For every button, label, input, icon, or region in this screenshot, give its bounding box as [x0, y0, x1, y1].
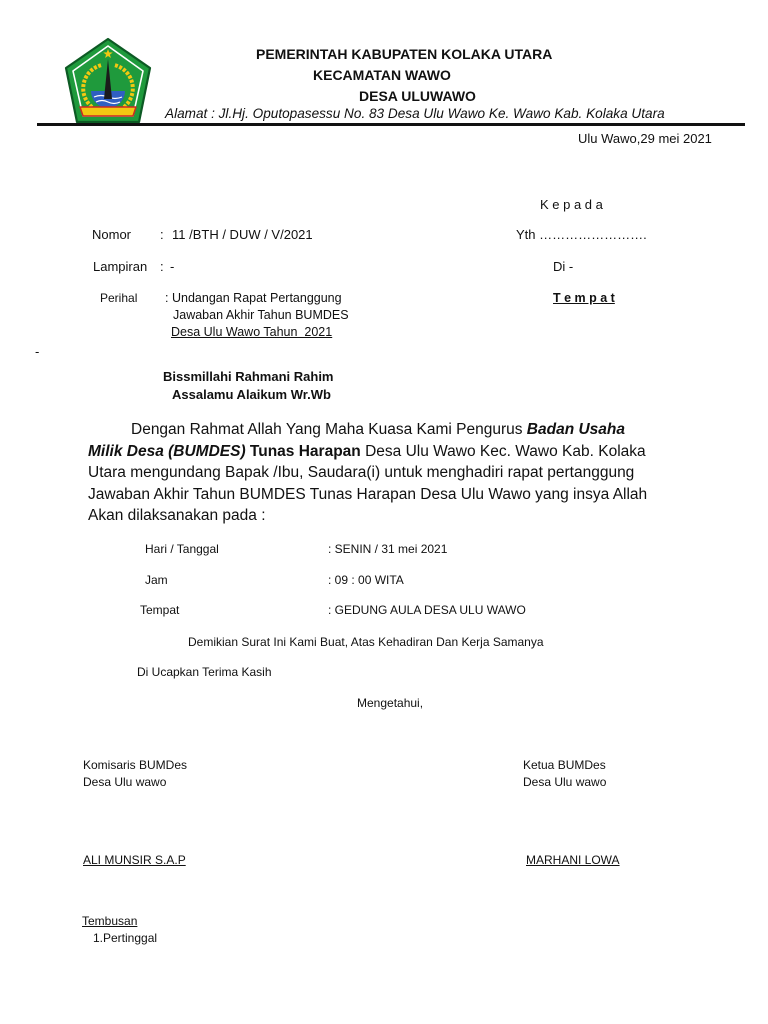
recipient-place: T e m p a t: [553, 291, 615, 305]
reference-lampiran-label: Lampiran: [93, 259, 148, 274]
closing-thanks: Di Ucapkan Terima Kasih: [137, 665, 272, 679]
event-value-time: : 09 : 00 WITA: [328, 573, 404, 587]
body-segment: Utara mengundang Bapak /Ibu, Saudara(i) untuk menghadiri rapat pertanggung: [88, 464, 635, 481]
signatory-right-name: MARHANI LOWA: [526, 853, 620, 867]
perihal-line: Jawaban Akhir Tahun BUMDES: [173, 308, 349, 322]
recipient-heading: K e p a d a: [540, 197, 603, 212]
body-segment-bold: Tunas Harapan: [245, 442, 361, 460]
event-label-time: Jam: [145, 573, 168, 587]
closing-statement: Demikian Surat Ini Kami Buat, Atas Kehadiran Dan Kerja Samanya: [188, 635, 544, 649]
salam: Assalamu Alaikum Wr.Wb: [172, 387, 331, 402]
letterhead-government-title: PEMERINTAH KABUPATEN KOLAKA UTARA: [256, 46, 553, 62]
body-segment: Akan dilaksanakan pada :: [88, 507, 266, 524]
body-line: [88, 484, 647, 506]
body-line: [88, 419, 647, 441]
recipient-name: Yth …………………….: [516, 227, 647, 242]
letterhead-district-title: KECAMATAN WAWO: [313, 67, 451, 83]
body-line: [88, 441, 647, 463]
body-segment: Jawaban Akhir Tahun BUMDES Tunas Harapan Desa Ulu Wawo yang insya Allah: [88, 485, 648, 503]
reference-nomor-separator: :: [160, 227, 164, 242]
copies-item: 1.Pertinggal: [93, 931, 158, 945]
perihal-line: Undangan Rapat Pertanggung: [172, 291, 342, 305]
body-segment-emphasis: Badan Usaha: [526, 421, 625, 438]
body-segment: Desa Ulu Wawo Kec. Wawo Kab. Kolaka: [360, 442, 646, 460]
body-line: [88, 505, 647, 527]
reference-perihal-label: Perihal: [100, 291, 138, 305]
event-value-place: : GEDUNG AULA DESA ULU WAWO: [328, 603, 526, 617]
signatory-left-title: Komisaris BUMDes: [83, 758, 188, 772]
perihal-line: Desa Ulu Wawo Tahun 2021: [171, 325, 333, 339]
copies-heading: Tembusan: [82, 914, 138, 928]
letterhead-village-title: DESA ULUWAWO: [359, 88, 476, 104]
signatory-left-name: ALI MUNSIR S.A.P: [83, 853, 186, 867]
body-line: [88, 462, 647, 484]
body-segment: Dengan Rahmat Allah Yang Maha Kuasa Kami Pengurus: [131, 421, 527, 438]
reference-lampiran-value: -: [170, 259, 175, 274]
stray-mark: -: [35, 344, 40, 359]
basmalah: Bissmillahi Rahmani Rahim: [163, 369, 334, 384]
body-paragraph: [88, 419, 647, 527]
letterhead-divider: [37, 123, 745, 126]
event-label-place: Tempat: [140, 603, 180, 617]
reference-nomor-value: 11 /BTH / DUW / V/2021: [172, 227, 313, 242]
reference-nomor-label: Nomor: [92, 227, 132, 242]
recipient-location: Di -: [553, 259, 574, 274]
signatory-left-org: Desa Ulu wawo: [83, 775, 167, 789]
kolaka-utara-emblem-icon: [62, 37, 154, 127]
letter-date: Ulu Wawo,29 mei 2021: [578, 131, 712, 146]
signatory-right-title: Ketua BUMDes: [523, 758, 606, 772]
event-label-date: Hari / Tanggal: [145, 542, 219, 556]
event-value-date: : SENIN / 31 mei 2021: [328, 542, 448, 556]
signatory-right-org: Desa Ulu wawo: [523, 775, 607, 789]
letterhead-address: Alamat : Jl.Hj. Oputopasessu No. 83 Desa Ulu Wawo Ke. Wawo Kab. Kolaka Utara: [165, 106, 665, 121]
body-segment-emphasis: Milik Desa (BUMDES): [88, 442, 246, 460]
reference-lampiran-separator: :: [160, 259, 164, 274]
closing-acknowledged: Mengetahui,: [357, 696, 424, 710]
reference-perihal-separator: :: [165, 291, 169, 305]
